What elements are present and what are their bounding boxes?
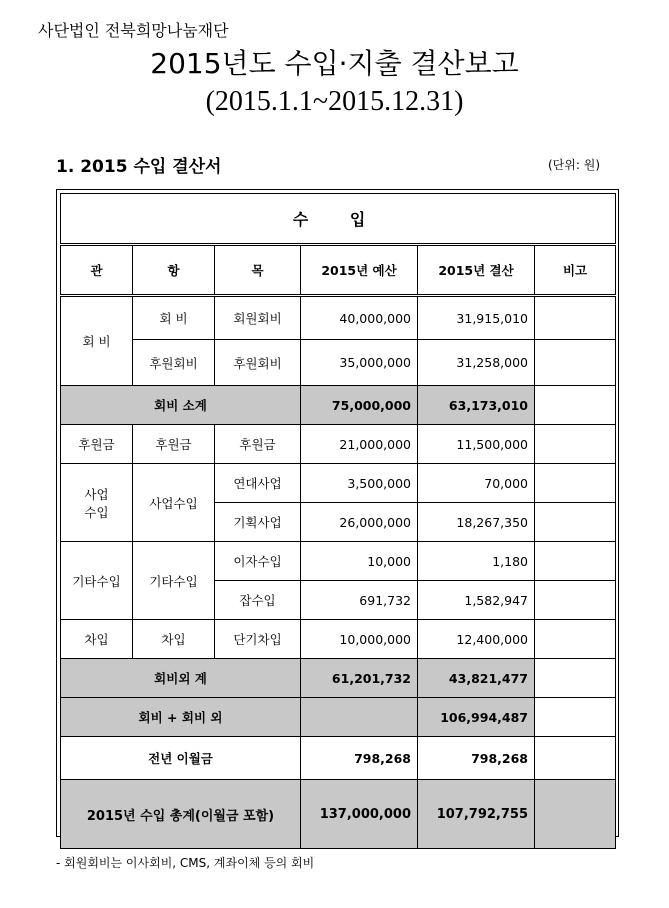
section-title: 1. 2015 수입 결산서 [56, 157, 222, 177]
mok-cell: 이자수입 [215, 542, 301, 581]
remarks-cell [535, 386, 616, 425]
actual-cell: 18,267,350 [418, 503, 535, 542]
col-header-mok: 목 [215, 245, 301, 296]
budget-cell: 40,000,000 [301, 296, 418, 340]
mok-cell: 후원금 [215, 425, 301, 464]
mok-cell: 회원회비 [215, 296, 301, 340]
mok-cell: 연대사업 [215, 464, 301, 503]
budget-cell: 21,000,000 [301, 425, 418, 464]
subtotal-label: 회비외 계 [61, 659, 301, 698]
gwan-text: 사업 수입 [84, 486, 109, 520]
income-table [60, 193, 616, 849]
remarks-cell [535, 503, 616, 542]
mok-cell: 후원회비 [215, 340, 301, 386]
actual-cell: 1,180 [418, 542, 535, 581]
carryover-row [61, 737, 616, 780]
remarks-cell [535, 659, 616, 698]
footnote: - 회원회비는 이사회비, CMS, 계좌이체 등의 회비 [56, 856, 315, 870]
budget-cell: 26,000,000 [301, 503, 418, 542]
remarks-cell [535, 780, 616, 849]
budget-cell [301, 698, 418, 737]
actual-cell: 106,994,487 [418, 698, 535, 737]
remarks-cell [535, 698, 616, 737]
actual-cell: 70,000 [418, 464, 535, 503]
subtotal-row [61, 659, 616, 698]
budget-cell: 137,000,000 [301, 780, 418, 849]
grand-total-label: 2015년 수입 총계(이월금 포함) [61, 780, 301, 849]
mok-cell: 기획사업 [215, 503, 301, 542]
income-table-frame [56, 189, 619, 837]
remarks-cell [535, 620, 616, 659]
gwan-cell: 차입 [61, 620, 133, 659]
gwan-cell [61, 464, 133, 542]
table-row [61, 340, 616, 386]
remarks-cell [535, 737, 616, 780]
mok-cell: 잡수입 [215, 581, 301, 620]
carryover-label: 전년 이월금 [61, 737, 301, 780]
hang-cell: 후원금 [133, 425, 215, 464]
actual-cell: 798,268 [418, 737, 535, 780]
table-row [61, 542, 616, 581]
remarks-cell [535, 425, 616, 464]
remarks-cell [535, 340, 616, 386]
actual-cell: 12,400,000 [418, 620, 535, 659]
gwan-cell: 회 비 [61, 296, 133, 386]
remarks-cell [535, 581, 616, 620]
table-row [61, 296, 616, 340]
subtotal-row [61, 698, 616, 737]
budget-cell: 10,000 [301, 542, 418, 581]
hang-cell: 차입 [133, 620, 215, 659]
actual-cell: 11,500,000 [418, 425, 535, 464]
subtotal-label: 회비 소계 [61, 386, 301, 425]
actual-cell: 63,173,010 [418, 386, 535, 425]
subtotal-row [61, 386, 616, 425]
actual-cell: 107,792,755 [418, 780, 535, 849]
subtotal-label: 회비 + 회비 외 [61, 698, 301, 737]
budget-cell: 691,732 [301, 581, 418, 620]
budget-cell: 75,000,000 [301, 386, 418, 425]
hang-cell: 회 비 [133, 296, 215, 340]
table-row [61, 620, 616, 659]
budget-cell: 35,000,000 [301, 340, 418, 386]
remarks-cell [535, 464, 616, 503]
actual-cell: 1,582,947 [418, 581, 535, 620]
col-header-remarks: 비고 [535, 245, 616, 296]
organization-name: 사단법인 전북희망나눔재단 [38, 21, 229, 40]
gwan-cell: 기타수입 [61, 542, 133, 620]
unit-label: (단위: 원) [548, 158, 600, 172]
col-header-hang: 항 [133, 245, 215, 296]
hang-cell: 후원회비 [133, 340, 215, 386]
budget-cell: 61,201,732 [301, 659, 418, 698]
actual-cell: 43,821,477 [418, 659, 535, 698]
document-title: 2015년도 수입·지출 결산보고 [150, 47, 519, 80]
grand-total-row [61, 780, 616, 849]
actual-cell: 31,258,000 [418, 340, 535, 386]
hang-cell: 사업수입 [133, 464, 215, 542]
income-header: 수 입 [61, 194, 616, 245]
actual-cell: 31,915,010 [418, 296, 535, 340]
table-row [61, 464, 616, 503]
report-period: (2015.1.1~2015.12.31) [205, 86, 464, 117]
col-header-budget: 2015년 예산 [301, 245, 418, 296]
remarks-cell [535, 296, 616, 340]
budget-cell: 3,500,000 [301, 464, 418, 503]
budget-cell: 10,000,000 [301, 620, 418, 659]
budget-cell: 798,268 [301, 737, 418, 780]
hang-cell: 기타수입 [133, 542, 215, 620]
col-header-actual: 2015년 결산 [418, 245, 535, 296]
gwan-cell: 후원금 [61, 425, 133, 464]
col-header-gwan: 관 [61, 245, 133, 296]
table-row [61, 425, 616, 464]
remarks-cell [535, 542, 616, 581]
mok-cell: 단기차입 [215, 620, 301, 659]
